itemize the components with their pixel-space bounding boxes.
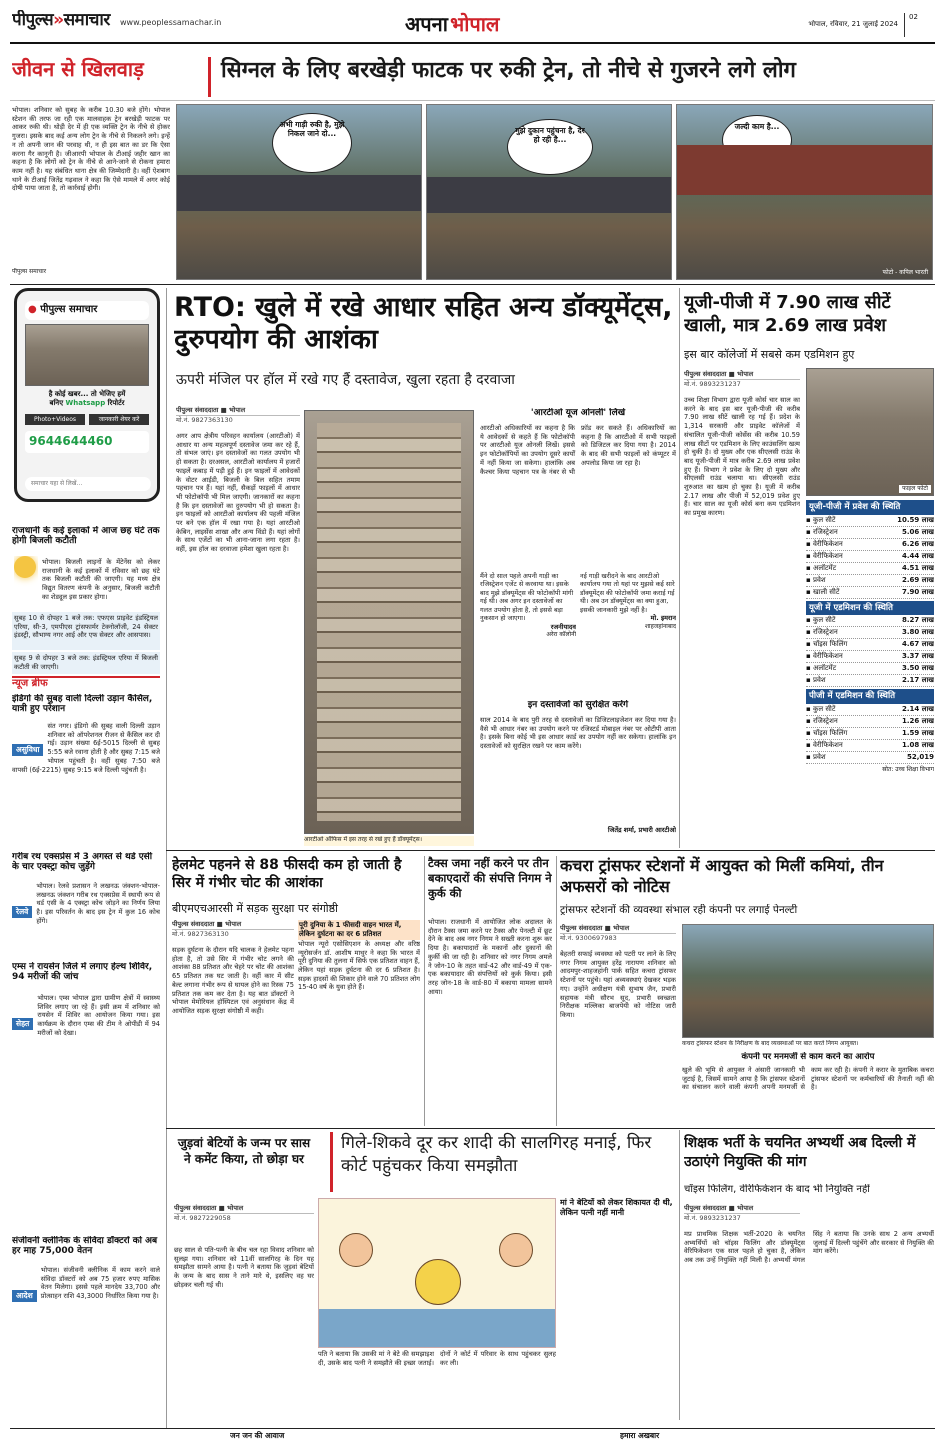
table-value: 6.26 लाख xyxy=(902,539,934,548)
page-number: 02 xyxy=(904,13,934,37)
brief2-tag: रेलवे xyxy=(12,906,32,918)
brief2-headline: गरीब रथ एक्सप्रेस में 3 अगस्त से थर्ड एसी के चार एक्स्ट्रा कोच जुड़ेंगे xyxy=(12,852,153,873)
table-key: ▪ वेरीफिकेशन xyxy=(806,539,843,548)
garbage-body2: खुले की भूमि से आयुक्त ने अंसारी जानकारी भी जुटाई है, जिसमें सामने आया है कि ट्रांसफर स्टेशनों का संचालन करने वाली कंपनी अपनी मनमर्जी से काम कर रही है। कंपनी ने करार के मुताबिक कचरा ट्रांसफर स्टेशनों पर कर्मचारियों की तैनाती नहीं की है। xyxy=(682,1066,934,1092)
masthead-logo: पीपुल्स»समाचार www.peoplessamachar.in xyxy=(12,10,222,30)
ugpg-photo: फाइल फोटो xyxy=(806,368,934,496)
table-row xyxy=(806,663,934,675)
twins-headline2: गिले-शिकवे दूर कर शादी की सालगिरह मनाई, फिर कोर्ट पहुंचकर किया समझौता xyxy=(330,1132,676,1192)
garbage-body: बेहतरी सफाई व्यवस्था को पटरी पर लाने के लिए नगर निगम आयुक्त हरेंद्र नारायण शनिवार को आदमपुर-शाहजहांनी पार्क सहित कचरा ट्रांसफर स्टेशनों पर पहुंचे। यहां अव्यवस्थाएं देखकर भड़क गए। उन्होंने अधीक्षण यंत्री सुभाष जैन, प्रभारी सहायक मंत्री सौरभ सूद, प्रभारी स्वच्छता निरीक्षक मल्लिका बाजपेयी को नोटिस जारी किया। xyxy=(560,950,676,1019)
section-title: अपना भोपाल xyxy=(405,12,500,36)
table-key: ▪ प्रवेश xyxy=(806,676,826,685)
table-key: ▪ चॉइस फिलिंग xyxy=(806,728,848,737)
train-photo-1 xyxy=(176,104,422,280)
table-value: 2.17 लाख xyxy=(902,676,934,685)
ugpg-subhead: इस बार कॉलेजों में सबसे कम एडमिशन हुए xyxy=(684,348,855,361)
table-row xyxy=(806,716,934,728)
rto-body: अगर आप क्षेत्रीय परिवहन कार्यालय (आरटीओ) में आधार या अन्य महत्वपूर्ण दस्तावेज जमा कर रहे हैं, तो संभल जाएं। इन दस्तावेजों का गलत उपयोग भी हो सकता है। दरअसल, आरटीओ कार्यालय में हजारों फाइलें कबाड़ में पड़ी हुई हैं। इन फाइलों में आवेदकों के वोटर आईडी, बिजली के बिल सहित तमाम पहचान पत्र हैं। यहां नहीं, सैकड़ों फाइलों में आधार भी फोटोकॉपी भी मिल जाएगी। जानकारों का कहना है कि इन दस्तावेजों का दुरुपयोग भी हो सकता है। इन फाइलों को आरटीओ कार्यालय की पहली मंजिल पर बने एक हॉल में रखा गया है। यहां आरटीओ केबिन, लाइसेंस शाखा और अन्य विंडो हैं। यहां लोगों के साथ एजेंटों का भी आना-जाना लगा रहता है। वहीं, इस हॉल का दरवाजा हमेशा खुला रहता है। xyxy=(176,432,300,554)
brief3-tag: सेहत xyxy=(12,1018,33,1030)
table2-title: यूजी में एडमिशन की स्थिति xyxy=(806,601,934,616)
table-row xyxy=(806,551,934,563)
table-row xyxy=(806,704,934,716)
table-value: 5.06 लाख xyxy=(902,527,934,536)
rto-files-photo xyxy=(304,410,474,834)
table-key: ▪ चॉइस फिलिंग xyxy=(806,640,848,649)
twins-side: मां ने बेटियों को लेकर शिकायत दी थी, लेकिन पत्नी नहीं मानी xyxy=(560,1198,673,1218)
rto-side-body: आरटीओ अधिकारियों का कहना है कि ये आवेदकों से कहते हैं कि फोटोकॉपी पर आरटीओ यूज ओनली लिखें। इससे इन फोटोकॉपियों का उपयोग दूसरे कार्यों में नहीं किया जा सकेगा। हालांकि अब कैश्चर किया पहचान पत्र के नंबर से भी फ्रॉड कर सकते हैं। अधिकारियों का कहना है कि आरटीओ में सभी फाइलों को डिजिटल कर दिया गया है। 2014 के बाद की सभी फाइलों को कंप्यूटर में अपलोड किया जा रहा है। xyxy=(480,424,676,476)
teacher-headline: शिक्षक भर्ती के चयनित अभ्यर्थी अब दिल्ली में उठाएंगे नियुक्ति की मांग xyxy=(684,1135,916,1170)
table-value: 4.44 लाख xyxy=(902,551,934,560)
table1-title: यूजी-पीजी में प्रवेश की स्थिति xyxy=(806,500,934,515)
train-photo-2 xyxy=(426,104,672,280)
garbage-photo-caption: कचरा ट्रांसफर स्टेशन के निरीक्षण के बाद व्यवस्थाओं पर बात करते निगम आयुक्त। xyxy=(682,1040,859,1047)
rto-byline: पीपुल्स संवाददाता ■ भोपाल मो.नं. 9827363130 xyxy=(176,406,300,428)
table-row xyxy=(806,563,934,575)
tax-headline: टैक्स जमा नहीं करने पर तीन बकाएदारों की संपत्ति निगम ने कुर्क की xyxy=(428,856,552,900)
brief1-headline: इंडिगो की सुबह वाली दिल्ली उड़ान कैंसिल, यात्री हुए परेशान xyxy=(12,694,153,715)
twins-headline: जुड़वां बेटियों के जन्म पर सास ने कमेंट किया, तो छोड़ा घर xyxy=(177,1136,311,1166)
twins-body: छह साल से पति-पत्नी के बीच चल रहा विवाद शनिवार को सुलझ गया। शनिवार को 11वीं सालगिरह के दिन यह समझौता सामने आया है। पत्नी ने बताया कि जुड़वां बेटियों के जन्म के बाद सास ने ताने मारे थे, इसलिए वह घर छोड़कर चली गई थी। xyxy=(174,1246,314,1289)
table-row xyxy=(806,740,934,752)
table-row xyxy=(806,587,934,599)
rto-secure-name: जितेंद्र शर्मा, प्रभारी आरटीओ xyxy=(607,826,676,834)
brief3-headline: एम्स ने रायसेन जिले में लगाए हेल्थ शिविर, 94 मरीजों की जांच xyxy=(12,962,153,983)
table-value: 7.90 लाख xyxy=(902,587,934,596)
table-row xyxy=(806,575,934,587)
power-bullet-2: सुबह 9 से दोपहर 3 बजे तक: इंडस्ट्रियल एरिया में बिजली कटौती की जाएगी। xyxy=(12,652,160,674)
power-bullet-1: सुबह 10 से दोपहर 1 बजे तक: एफएस प्राइवेट इंडस्ट्रियल एरिया, सी-3, एमपीएस ट्रांसफार्मर टेक्नोलॉजी, 24 सेक्टर इंडस्ट्री, सौभाग्य नगर आई और एफ सेक्टर और आसपास। xyxy=(12,612,160,650)
table-row xyxy=(806,615,934,627)
table-row xyxy=(806,539,934,551)
table-value: 3.50 लाख xyxy=(902,664,934,673)
table-key: ▪ वेरीफिकेशन xyxy=(806,551,843,560)
rto-secure-body: साल 2014 के बाद पुरी तरह से दस्तावेजों का डिजिटलाइजेशन कर दिया गया है। वैसे भी आधार नंबर का उपयोग करने पर रजिस्टर्ड मोबाइल नंबर पर ओटीपी आता है। इसके बिना कोई भी इस आधार कार्ड का उपयोग नहीं कर सकेगा। हालांकि इन दस्तावेजों को सुरक्षित रखने पर काम करेंगे। xyxy=(480,716,676,751)
table-value: 4.51 लाख xyxy=(902,563,934,572)
garbage-byline: पीपुल्स संवाददाता ■ भोपाल मो.नं. 9300697983 xyxy=(560,924,676,946)
twins-byline: पीपुल्स संवाददाता ■ भोपाल मो.नं. 9827229058 xyxy=(174,1204,314,1226)
rto-secure-title: इन दस्तावेजों को सुरक्षित करेंगे xyxy=(527,700,629,710)
table-row xyxy=(806,651,934,663)
twins-side-body: पति ने बताया कि उसकी मां ने बेटे की समझाइश दी, उसके बाद पत्नी ने समझौते की इच्छा जताई। दोनों ने कोर्ट में परिवार के साथ पहुंचकर सुलह कर ली। xyxy=(318,1350,556,1367)
garbage-subhead: ट्रांसफर स्टेशनों की व्यवस्था संभाल रही कंपनी पर लगाई पेनल्टी xyxy=(560,904,798,916)
ugpg-headline: यूजी-पीजी में 7.90 लाख सीटें खाली, मात्र 2.69 लाख प्रवेश xyxy=(684,292,891,336)
brief4-headline: संजीवनी क्लीनिक के संविदा डॉक्टरों को अब हर माह 75,000 वेतन xyxy=(12,1236,158,1257)
table1 xyxy=(806,515,934,599)
table2 xyxy=(806,615,934,687)
brief4-tag: आदेश xyxy=(12,1290,37,1302)
table-key: ▪ प्रवेश xyxy=(806,752,826,761)
table-row xyxy=(806,639,934,651)
top-kicker: जीवन से खिलवाड़ xyxy=(12,57,144,81)
speech-bubble-1: अभी गाड़ी रुकी है, मुझे निकल जाने दो... xyxy=(272,113,352,173)
rto-headline: RTO: खुले में रखे आधार सहित अन्य डॉक्यूमेंट्स, दुरुपयोग की आशंका xyxy=(174,292,673,356)
ugpg-tables xyxy=(806,500,934,840)
table-value: 1.08 लाख xyxy=(902,740,934,749)
photo-credit: फोटो - कपिल भारती xyxy=(882,269,928,277)
phone-text-1: है कोई खबर... तो भेजिए हमें xyxy=(48,389,126,398)
dateline: भोपाल, रविवार, 21 जुलाई 2024 xyxy=(808,20,898,28)
garbage-photo xyxy=(682,924,934,1038)
brief2: रेलवे भोपाल। रेलवे प्रशासन ने लखनऊ जंक्शन-भोपाल-लखनऊ जंक्शन गरीब रथ एक्सप्रेस में स्थायी रूप से थर्ड एसी के 4 एक्स्ट्रा कोच जोड़ने का निर्णय लिया है। इस परिवर्तन के बाद इस ट्रेन में कुल 16 कोच होंगे। xyxy=(12,882,160,962)
table-key: ▪ कुल सीटें xyxy=(806,705,836,714)
footer-left: जन जन की आवाज xyxy=(230,1431,285,1440)
table-key: ▪ रजिस्ट्रेशन xyxy=(806,628,838,637)
table-key: ▪ अलॉटमेंट xyxy=(806,563,837,572)
table-key: ▪ अलॉटमेंट xyxy=(806,664,837,673)
ugpg-body: उच्च शिक्षा विभाग द्वारा यूजी कोर्स चार साल का करने के बाद इस बार यूजी-पीजी की करीब 7.90 लाख सीटें खाली रह गई हैं। प्रदेश के 1,314 सरकारी और प्राइवेट कॉलेजों में संचालित यूजी-पीजी कोर्सेस की करीब 10.59 लाख सीटों पर एडमिशन के लिए काउंसलिंग खत्म हो चुकी है। दो मुख्य और एक सीएलसी राउंड के बाद यूजी-पीजी में मात्र करीब 2.69 लाख प्रवेश हुए हैं। विभाग ने प्रवेश के लिए दो मुख्य और सीएलसी राउंड चलाया था। सीएलसी राउंड शुरुआत का खत्म हो चुका है। यूजी में करीब 2.17 लाख और पीजी में 52,019 प्रवेश हुए हैं। चार साल का यूजी कोर्स बना कम एडमिशन का प्रमुख कारण। xyxy=(684,396,800,518)
table-value: 52,019 xyxy=(906,752,934,761)
bulb-icon xyxy=(14,556,38,596)
table-row xyxy=(806,527,934,539)
share-info-button[interactable]: जानकारी शेयर करें xyxy=(89,414,149,426)
table-row xyxy=(806,752,934,764)
helmet-box: पूरी दुनिया के 1 फीसदी वाहन भारत में, लेकिन दुर्घटना का दर 6 प्रतिशत भोपाल न्यूरो एसोसिएशन के अध्यक्ष और वरिष्ठ न्यूरोसर्जन डॉ. आशीष माथुर ने कहा कि भारत में पूरी दुनिया की तुलना में सिर्फ एक प्रतिशत वाहन हैं, लेकिन यहां सड़क दुर्घटना की दर 6 प्रतिशत है। सड़क हादसों की शिकार होने वाले 70 प्रतिशत लोग 15-40 वर्ष के युवा होते हैं। xyxy=(298,921,420,992)
photo-videos-button[interactable]: Photo+Videos xyxy=(25,414,85,426)
footer-right: हमारा अखबार xyxy=(620,1431,660,1440)
table-value: 1.59 लाख xyxy=(902,728,934,737)
table3-title: पीजी में एडमिशन की स्थिति xyxy=(806,689,934,704)
ugpg-byline: पीपुल्स संवाददाता ■ भोपाल मो.नं. 9893231237 xyxy=(684,370,800,392)
rto-side-title: 'आरटीओ यूज ओनली' लिखे xyxy=(530,408,626,418)
teacher-body: मप्र प्राथमिक शिक्षक भर्ती-2020 के चयनित अभ्यर्थियों को चॉइस फिलिंग और डॉक्यूमेंट्स वेरिफिकेशन एक साल पहले हो चुका है, लेकिन अब तक उन्हें नियुक्ति नहीं मिली है। अभ्यर्थी मंगल सिंह ने बताया कि उनके साथ 2 अन्य अभ्यर्थी जुलाई में दिल्ली पहुंचेंगे और सरकार से नियुक्ति की मांग करेंगे। xyxy=(684,1230,934,1265)
table-value: 3.37 लाख xyxy=(902,652,934,661)
table-value: 2.14 लाख xyxy=(902,705,934,714)
top-story-credit: पीपुल्स समाचार xyxy=(12,268,47,275)
logo-right: समाचार xyxy=(63,10,110,30)
garbage-headline: कचरा ट्रांसफर स्टेशनों में आयुक्त को मिलीं कमियां, तीन अफसरों को नोटिस xyxy=(560,856,884,896)
table-key: ▪ रजिस्ट्रेशन xyxy=(806,716,838,725)
news-brief-label: न्यूज ब्रीफ xyxy=(12,676,160,692)
train-photo-3 xyxy=(676,104,933,280)
rto-quote-2: नई गाड़ी खरीदने के बाद आरटीओ कार्यालय गया तो यहां पर मुझसे कई सारे डॉक्यूमेंट्स की फोटोकॉपी जमा कराई गई थी। अब उन डॉक्यूमेंट्स का क्या हुआ, इसकी जानकारी मुझे नहीं है। मो. इमरान शाहजहांनाबाद xyxy=(580,572,676,630)
table-key: ▪ रजिस्ट्रेशन xyxy=(806,527,838,536)
whatsapp-phone-ad: ● पीपुल्स समाचार है कोई खबर... तो भेजिए हमें बनिए Whatsapp रिपोर्टर Photo+Videos जानकारी शेयर करें 9644644460 समाचार यहा से लिखें... xyxy=(14,288,160,502)
helmet-body: सड़क दुर्घटना के दौरान यदि चालक ने हेलमेट पहना होता है, तो उसे सिर में गंभीर चोट लगने की आशंका 88 प्रतिशत और चेहरे पर चोट की आशंका 65 प्रतिशत तक घट जाती है। वहीं कार में सीट बेल्ट लगाना गंभीर रूप से घायल होने का रिस्क 75 प्रतिशत तक कम कर देता है। यह बात डॉक्टरों ने भोपाल मेमोरियल हॉस्पिटल एवं अनुसंधान केंद्र में आयोजित सड़क सुरक्षा संगोष्ठी में कही। xyxy=(172,946,294,1015)
table-value: 2.69 लाख xyxy=(902,575,934,584)
table-row xyxy=(806,728,934,740)
table-key: ▪ वेरीफिकेशन xyxy=(806,740,843,749)
helmet-byline: पीपुल्स संवाददाता ■ भोपाल मो.नं. 9827363130 xyxy=(172,920,294,942)
logo-left: पीपुल्स xyxy=(12,10,54,30)
table-key: ▪ कुल सीटें xyxy=(806,515,836,524)
twins-illustration xyxy=(318,1198,556,1348)
table-row xyxy=(806,627,934,639)
teacher-subhead: चॉइस फिलिंग, वेरिफिकेशन के बाद भी नियुक्ति नहीं xyxy=(684,1184,870,1195)
top-story-body: भोपाल। शनिवार को सुबह के करीब 10.30 बजे होंगे। भोपाल स्टेशन की तरफ जा रही एक मालवाहक ट्रेन बरखेड़ी फाटक पर आकर रुकी थी। थोड़ी देर में ही एक व्यक्ति ट्रेन के नीचे से होकर गुजरा। इसके बाद कई अन्य लोग ट्रेन के नीचे से निकलने लगे। इन्हें न तो अपनी जान की परवाह थी, न ही इस बात का डर कि ऐसा करना गैर कानूनी है। जीआरपी भोपाल के टीआई जहीर खान का कहना है कि लोगों को ट्रेन के नीचे से आने-जाने से रोकना हमारा काम नहीं है। यह संबंधित थाना क्षेत्र की जिम्मेदारी है। वहीं ऐशबाग थाने के टीआई जितेंद्र गढ़वाल ने कहा कि ऐसे मामले में अगर कोई दोषी पाया जाता है, तो कार्रवाई होगी। xyxy=(12,106,170,193)
table-row xyxy=(806,515,934,527)
site-url[interactable]: www.peoplessamachar.in xyxy=(120,18,222,27)
helmet-subhead: बीएमएचआरसी में सड़क सुरक्षा पर संगोष्ठी xyxy=(172,902,338,915)
table-row xyxy=(806,675,934,687)
table-value: 3.80 लाख xyxy=(902,628,934,637)
table3 xyxy=(806,704,934,764)
brief1-tag: असुविधा xyxy=(12,744,43,756)
helmet-headline: हेलमेट पहनने से 88 फीसदी कम हो जाती है सिर में गंभीर चोट की आशंका xyxy=(172,857,402,892)
phone-logo: ● पीपुल्स समाचार xyxy=(25,301,149,320)
power-body: भोपाल। बिजली लाइनों के मेंटेनेंस को लेकर राजधानी के कई इलाकों में रविवार को छह घंटे तक बिजली कटौती की जाएगी। यह मध्य क्षेत्र विद्युत वितरण कंपनी के अनुसार, बिजली कटौती का शेड्यूल इस प्रकार होगा। xyxy=(42,558,160,601)
top-headline: सिग्नल के लिए बरखेड़ी फाटक पर रुकी ट्रेन, तो नीचे से गुजरने लगे लोग xyxy=(208,57,933,97)
phone-message-input[interactable]: समाचार यहा से लिखें... xyxy=(25,477,151,491)
rto-quote-1: मैंने दो साल पहले अपनी गाड़ी का रजिस्ट्रेशन एजेंट से करवाया था। इसके बाद मुझे डॉक्यूमेंट्स की फोटोकॉपी मांगी गई थी। अब अगर इन दस्तावेजों का गलत उपयोग होता है, तो इससे बड़ा नुकसान हो जाएगा। रजनीयादव अरेरा कॉलोनी xyxy=(480,572,576,638)
rto-subhead: ऊपरी मंजिल पर हॉल में रखे गए हैं दस्तावेज, खुला रहता है दरवाजा xyxy=(176,372,515,388)
speech-bubble-3: जल्दी काम है... xyxy=(722,115,792,165)
table-value: 8.27 लाख xyxy=(902,616,934,625)
speech-bubble-2: मुझे दुकान पहुंचना है, देर हो रही है... xyxy=(507,119,593,175)
table-value: 10.59 लाख xyxy=(897,515,934,524)
rto-photo-caption: आरटीओ ऑफिस में इस तरह से रखे हुए हैं डॉक्यूमेंट्स। xyxy=(304,836,474,846)
power-headline: राजधानी के कई इलाकों में आज छह घंटे तक होगी बिजली कटौती xyxy=(12,526,160,547)
garbage-sub2: कंपनी पर मनमर्जी से काम करने का आरोप xyxy=(741,1052,875,1062)
table-key: ▪ कुल सीटें xyxy=(806,616,836,625)
table-key: ▪ वेरीफिकेशन xyxy=(806,652,843,661)
table-key: ▪ प्रवेश xyxy=(806,575,826,584)
tax-body: भोपाल। राजधानी में आयोजित लोक अदालत के दौरान टैक्स जमा करने पर टैक्स और पेनल्टी में छूट देने के बाद अब नगर निगम ने सख्ती करना शुरू कर दिया है। बकायादारों के मकानों और दुकानों की कुर्की की जा रही है। शनिवार को नगर निगम अमले ने जोन-10 के तहत वार्ड-42 और वार्ड-49 में एक-एक बकायादार की संपत्तियों को कुर्क किया। इसी तरह जोन-18 के वार्ड-80 में बकाया मामला सामने आया। xyxy=(428,918,552,996)
table-key: ▪ खाली सीटें xyxy=(806,587,840,596)
brief4: आदेश भोपाल। संजीवनी क्लीनिक में काम करने वाले संविदा डॉक्टरों को अब 75 हजार रुपए मासिक वेतन मिलेगा। इससे पहले मानदेय 33,700 और प्रोत्साहन राशि 43,3000 निर्धारित किया गया है। xyxy=(12,1266,160,1426)
whatsapp-number[interactable]: 9644644460 xyxy=(25,431,149,452)
teacher-byline: पीपुल्स संवाददाता ■ भोपाल मो.नं. 9893231237 xyxy=(684,1204,800,1226)
brief1: असुविधा संत नगर। इंडिगो की सुबह वाली दिल्ली उड़ान शनिवार को ऑपरेशनल रीजन से कैंसिल कर दी गई। उड़ान संख्या 6ई-5015 दिल्ली से सुबह 5:55 बजे रवाना होती है और सुबह 7:15 बजे भोपाल पहुंचती है। वहीं सुबह 7:50 बजे वापसी (6ई-2215) सुबह 9:15 बजे दिल्ली पहुंचती है। xyxy=(12,722,160,774)
table-value: 1.26 लाख xyxy=(902,716,934,725)
table-source: स्रोत: उच्च शिक्षा विभाग xyxy=(882,765,934,773)
brief3: सेहत भोपाल। एम्स भोपाल द्वारा ग्रामीण क्षेत्रों में स्वास्थ्य शिविर लगाए जा रहे हैं। इसी क्रम में शनिवार को रायसेन में शिविर का आयोजन किया गया। इस कार्यक्रम के दौरान एम्स की टीम ने ओपीडी में 94 मरीजों को देखा। xyxy=(12,994,160,1092)
table-value: 4.67 लाख xyxy=(902,640,934,649)
